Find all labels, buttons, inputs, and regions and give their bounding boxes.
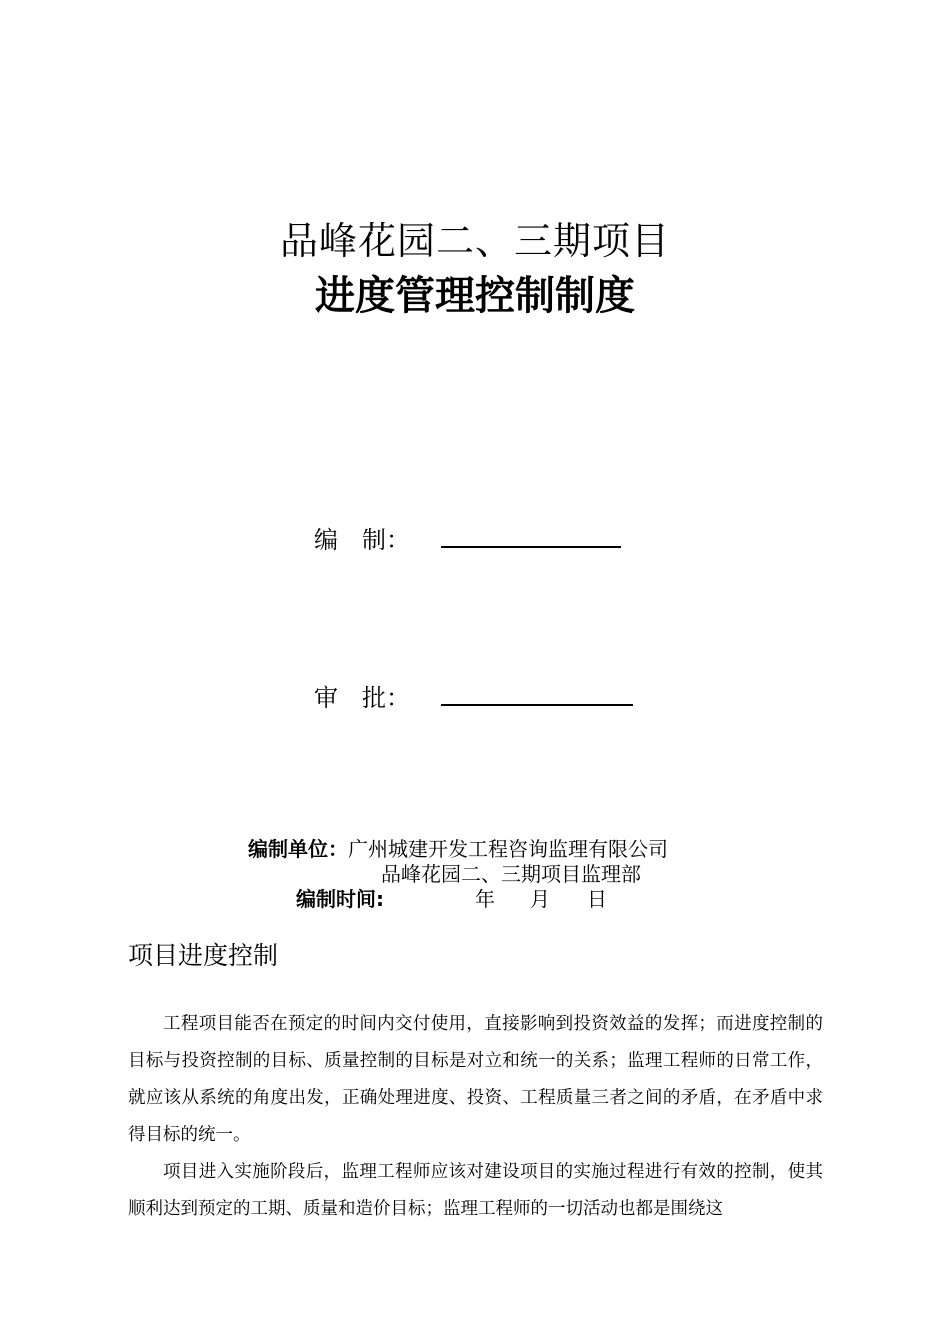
compile-unit-name: 广州城建开发工程咨询监理有限公司 <box>348 837 668 861</box>
compile-time-label: 编制时间: <box>296 887 384 911</box>
document-title-line1: 品峰花园二、三期项目 <box>279 219 670 263</box>
approver-label: 审 批： <box>314 684 410 712</box>
body-paragraph-2: 项目进入实施阶段后，监理工程师应该对建设项目的实施过程进行有效的控制，使其顺利达到预定的工期、质量和造价目标；监理工程师的一切活动也都是围绕这 <box>128 1162 823 1219</box>
compile-time-month: 月 <box>530 887 550 911</box>
compile-unit-dept: 品峰花园二、三期项目监理部 <box>381 862 641 886</box>
section-heading: 项目进度控制 <box>128 941 279 970</box>
body-paragraph-1: 工程项目能否在预定的时间内交付使用，直接影响到投资效益的发挥；而进度控制的目标与投资控制的目标、质量控制的目标是对立和统一的关系；监理工程师的日常工作，就应该从系统的角度出发，正确处理进度、投资、工程质量三者之间的矛盾，在矛盾中求得目标的统一。 <box>128 1014 823 1145</box>
compile-time-year: 年 <box>475 887 495 911</box>
approver-signature-line <box>441 704 633 706</box>
compiler-label: 编 制： <box>314 526 410 554</box>
document-title-line2: 进度管理控制制度 <box>315 273 635 319</box>
compiler-signature-line <box>441 546 621 548</box>
section-body <box>128 1006 823 1228</box>
compile-unit-label: 编制单位： <box>248 837 348 861</box>
compile-time-day: 日 <box>587 887 607 911</box>
